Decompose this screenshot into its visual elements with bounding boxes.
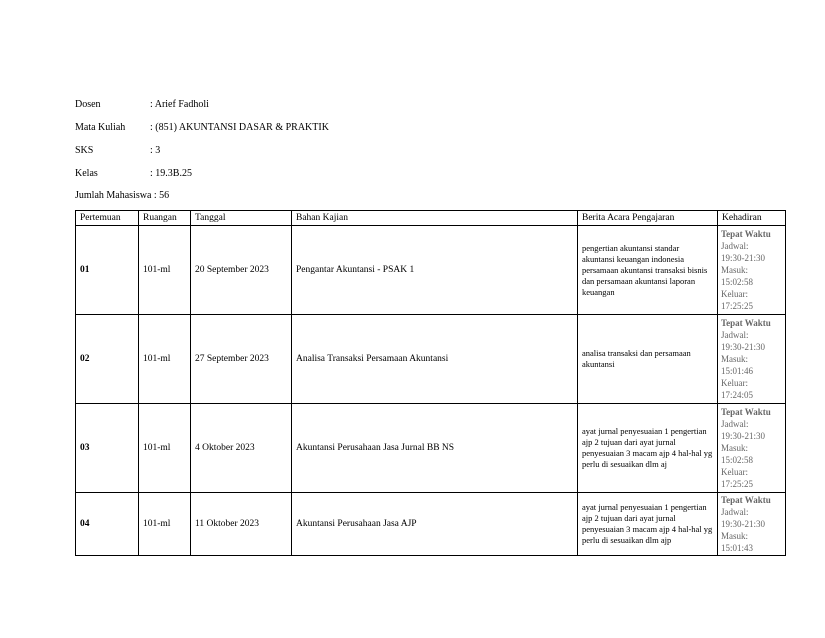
bahan-kajian-cell: Analisa Transaksi Persamaan Akuntansi — [292, 315, 578, 404]
berita-line: pengertian ajp 2 tujuan dari — [582, 502, 707, 523]
berita-line: akuntansi laporan keuangan — [582, 275, 696, 297]
jadwal-label: Jadwal: — [721, 241, 749, 251]
tanggal-cell: 27 September 2023 — [191, 315, 292, 404]
header-bahan-kajian: Bahan Kajian — [292, 211, 578, 226]
table-row — [76, 493, 786, 556]
table-header-row — [76, 211, 786, 226]
schedule-table — [75, 210, 786, 556]
pertemuan-cell: 04 — [76, 493, 139, 556]
tanggal-cell: 11 Oktober 2023 — [191, 493, 292, 556]
header-ruangan: Ruangan — [139, 211, 191, 226]
jadwal-label: Jadwal: — [721, 419, 749, 429]
tanggal-cell: 4 Oktober 2023 — [191, 404, 292, 493]
table-row — [76, 226, 786, 315]
sks-value: : 3 — [150, 145, 161, 156]
jumlah-mahasiswa: Jumlah Mahasiswa : 56 — [75, 190, 170, 201]
kehadiran-cell — [718, 493, 786, 556]
ruangan-cell: 101-ml — [139, 493, 191, 556]
berita-line: ayat jurnal penyesuaian 1 — [582, 502, 669, 512]
table-row — [76, 315, 786, 404]
header-tanggal: Tanggal — [191, 211, 292, 226]
berita-line: di sesuaikan dlm ajp — [601, 535, 672, 545]
berita-line: persamaan akuntansi — [582, 348, 691, 369]
berita-line: ayat jurnal penyesuaian 3 — [582, 513, 676, 534]
masuk-value: 15:02:58 — [721, 455, 754, 465]
jadwal-value: 19:30-21:30 — [721, 342, 765, 352]
berita-acara-cell — [578, 493, 718, 556]
pertemuan-cell: 03 — [76, 404, 139, 493]
masuk-label: Masuk: — [721, 443, 748, 453]
berita-line: macam ajp 4 hal-hal yg perlu — [582, 448, 713, 469]
berita-acara-cell — [578, 315, 718, 404]
berita-line: ayat jurnal penyesuaian 1 — [582, 426, 669, 436]
mata-kuliah-value: : (851) AKUNTANSI DASAR & PRAKTIK — [150, 122, 329, 133]
dosen-label: Dosen — [75, 99, 101, 110]
bahan-kajian-cell: Akuntansi Perusahaan Jasa AJP — [292, 493, 578, 556]
berita-acara-cell — [578, 404, 718, 493]
berita-acara-cell — [578, 226, 718, 315]
masuk-value: 15:02:58 — [721, 277, 754, 287]
berita-line: di sesuaikan dlm aj — [601, 459, 667, 469]
ruangan-cell: 101-ml — [139, 226, 191, 315]
keluar-value: 17:25:25 — [721, 301, 754, 311]
header-pertemuan: Pertemuan — [76, 211, 139, 226]
pertemuan-cell: 01 — [76, 226, 139, 315]
jadwal-value: 19:30-21:30 — [721, 253, 765, 263]
berita-line: pengertian ajp 2 tujuan dari — [582, 426, 707, 447]
kehadiran-cell — [718, 315, 786, 404]
masuk-label: Masuk: — [721, 531, 748, 541]
status-tepat-waktu: Tepat Waktu — [721, 407, 771, 417]
masuk-label: Masuk: — [721, 265, 748, 275]
jadwal-value: 19:30-21:30 — [721, 519, 765, 529]
tanggal-cell: 20 September 2023 — [191, 226, 292, 315]
keluar-label: Keluar: — [721, 378, 748, 388]
header-berita-acara: Berita Acara Pengajaran — [578, 211, 718, 226]
sks-label: SKS — [75, 145, 94, 156]
bahan-kajian-cell: Akuntansi Perusahaan Jasa Jurnal BB NS — [292, 404, 578, 493]
berita-line: akuntansi keuangan indonesia — [582, 253, 684, 264]
berita-line: macam ajp 4 hal-hal yg perlu — [582, 524, 713, 545]
ruangan-cell: 101-ml — [139, 315, 191, 404]
keluar-label: Keluar: — [721, 289, 748, 299]
berita-line: pengertian akuntansi standar — [582, 242, 680, 253]
berita-line: bisnis dan persamaan — [582, 264, 708, 286]
jadwal-label: Jadwal: — [721, 330, 749, 340]
keluar-label: Keluar: — [721, 467, 748, 477]
status-tepat-waktu: Tepat Waktu — [721, 229, 771, 239]
masuk-value: 15:01:43 — [721, 543, 754, 553]
berita-line: ayat jurnal penyesuaian 3 — [582, 437, 676, 458]
kehadiran-cell — [718, 404, 786, 493]
status-tepat-waktu: Tepat Waktu — [721, 318, 771, 328]
keluar-value: 17:25:25 — [721, 479, 754, 489]
keluar-value: 17:24:05 — [721, 390, 754, 400]
mata-kuliah-label: Mata Kuliah — [75, 122, 126, 133]
bahan-kajian-cell: Pengantar Akuntansi - PSAK 1 — [292, 226, 578, 315]
berita-line: persamaan akuntansi transaksi — [582, 264, 686, 275]
dosen-value: : Arief Fadholi — [150, 99, 209, 110]
jadwal-label: Jadwal: — [721, 507, 749, 517]
header-kehadiran: Kehadiran — [718, 211, 786, 226]
pertemuan-cell: 02 — [76, 315, 139, 404]
kelas-value: : 19.3B.25 — [150, 168, 192, 179]
kehadiran-cell — [718, 226, 786, 315]
table-row — [76, 404, 786, 493]
berita-line: analisa transaksi dan — [582, 348, 653, 358]
masuk-value: 15:01:46 — [721, 366, 754, 376]
status-tepat-waktu: Tepat Waktu — [721, 495, 771, 505]
kelas-label: Kelas — [75, 168, 98, 179]
jadwal-value: 19:30-21:30 — [721, 431, 765, 441]
ruangan-cell: 101-ml — [139, 404, 191, 493]
masuk-label: Masuk: — [721, 354, 748, 364]
